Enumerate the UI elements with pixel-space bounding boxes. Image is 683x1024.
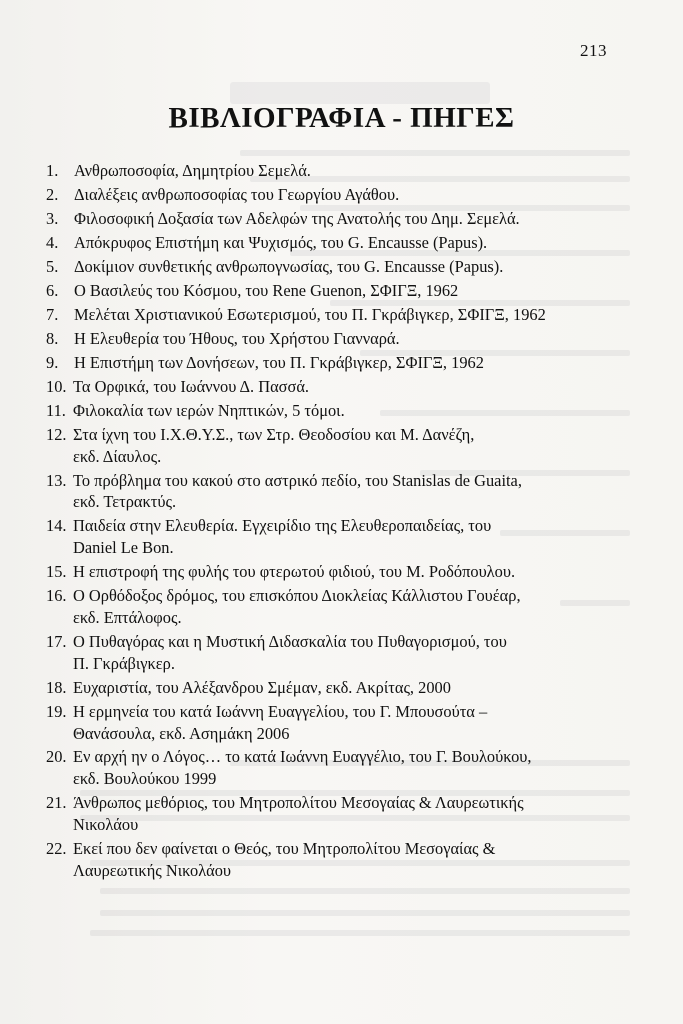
entry-text-line: Εκεί που δεν φαίνεται ο Θεός, του Μητροπολίτου Μεσογαίας & <box>73 839 496 859</box>
entry-number: 2. <box>46 184 59 204</box>
bibliography-entry <box>46 304 606 326</box>
entry-text-line: εκδ. Βουλούκου 1999 <box>73 769 217 789</box>
entry-text-line: Φιλοκαλία των ιερών Νηπτικών, 5 τόμοι. <box>73 400 345 420</box>
page-title: ΒΙΒΛΙΟΓΡΑΦΙΑ - ΠΗΓΕΣ <box>168 102 515 134</box>
entry-text-line: Ο Ορθόδοξος δρόμος, του επισκόπου Διοκλείας Κάλλιστου Γουέαρ, <box>73 586 521 606</box>
entry-number: 20. <box>46 747 67 767</box>
bibliography-entry <box>46 208 606 230</box>
bibliography-entry <box>46 184 606 206</box>
entry-text-line: Π. Γκράβιγκερ. <box>73 653 175 673</box>
entry-text-line: Άνθρωπος μεθόριος, του Μητροπολίτου Μεσογαίας & Λαυρεωτικής <box>73 793 524 813</box>
entry-text-line: Στα ίχνη του Ι.Χ.Θ.Υ.Σ., των Στρ. Θεοδοσίου και Μ. Δανέζη, <box>73 424 475 444</box>
entry-text-line: Ο Βασιλεύς του Κόσμου, του Rene Guenon, ΣΦΙΓΞ, 1962 <box>74 280 459 300</box>
entry-number: 5. <box>46 256 59 276</box>
entry-text-line: Διαλέξεις ανθρωποσοφίας του Γεωργίου Αγάθου. <box>74 184 400 204</box>
bibliography-entry <box>46 746 606 790</box>
entry-text-line: Λαυρεωτικής Νικολάου <box>73 860 232 880</box>
bibliography-entry <box>46 585 606 629</box>
bibliography-entry <box>46 256 606 278</box>
entry-text-line: Ανθρωποσοφία, Δημητρίου Σεμελά. <box>74 161 311 180</box>
entry-number: 7. <box>46 304 59 324</box>
entry-number: 9. <box>46 352 59 372</box>
entry-text-line: Μελέται Χριστιανικού Εσωτερισμού, του Π. Γκράβιγκερ, ΣΦΙΓΞ, 1962 <box>74 304 546 324</box>
entry-text-line: Εν αρχή ην ο Λόγος… το κατά Ιωάννη Ευαγγέλιο, του Γ. Βουλούκου, <box>73 747 532 767</box>
entry-text-line: Δοκίμιον συνθετικής ανθρωπογνωσίας, του G. Encausse (Papus). <box>74 256 504 276</box>
entry-text-line: Η επιστροφή της φυλής του φτερωτού φιδιού, του Μ. Ροδόπουλου. <box>73 562 516 582</box>
entry-number: 21. <box>46 793 67 813</box>
bibliography-entry <box>46 515 606 559</box>
entry-number: 14. <box>46 516 67 536</box>
entry-text-line: εκδ. Δίαυλος. <box>73 446 162 466</box>
entry-number: 3. <box>46 208 59 228</box>
entry-number: 22. <box>46 839 67 859</box>
bibliography-entry <box>46 677 606 699</box>
entry-number: 13. <box>46 470 67 490</box>
entry-text-line: Νικολάου <box>73 815 139 835</box>
bibliography-entry <box>46 400 606 422</box>
entry-number: 1. <box>46 161 59 180</box>
entry-text-line: Θανάσουλα, εκδ. Ασημάκη 2006 <box>73 723 290 743</box>
entry-number: 11. <box>46 400 66 420</box>
entry-text-line: Η ερμηνεία του κατά Ιωάννη Ευαγγελίου, του Γ. Μπουσούτα – <box>73 701 488 721</box>
entry-text-line: Τα Ορφικά, του Ιωάννου Δ. Πασσά. <box>73 376 310 396</box>
show-through-heading <box>230 82 490 104</box>
bibliography-entry <box>46 470 606 514</box>
show-through-line <box>100 910 630 916</box>
entry-text-line: Παιδεία στην Ελευθερία. Εγχειρίδιο της Ελευθεροπαιδείας, του <box>73 516 492 536</box>
entry-text-line: Ευχαριστία, του Αλέξανδρου Σμέμαν, εκδ. Ακρίτας, 2000 <box>73 677 451 697</box>
bibliography-entry <box>46 280 606 302</box>
entry-text-line: Το πρόβλημα του κακού στο αστρικό πεδίο, του Stanislas de Guaita, <box>73 470 522 490</box>
entry-text-line: Daniel Le Bon. <box>73 538 174 558</box>
entry-number: 6. <box>46 280 59 300</box>
bibliography-list <box>46 160 606 884</box>
bibliography-entry <box>46 701 606 745</box>
entry-text-line: Απόκρυφος Επιστήμη και Ψυχισμός, του G. Encausse (Papus). <box>74 232 488 252</box>
entry-text-line: εκδ. Τετρακτύς. <box>73 492 177 512</box>
bibliography-entry <box>46 160 606 182</box>
show-through-line <box>100 888 630 894</box>
bibliography-entry <box>46 328 606 350</box>
entry-text-line: Φιλοσοφική Δοξασία των Αδελφών της Ανατολής του Δημ. Σεμελά. <box>74 208 520 228</box>
entry-text-line: Η Επιστήμη των Δονήσεων, του Π. Γκράβιγκερ, ΣΦΙΓΞ, 1962 <box>74 352 484 372</box>
bibliography-entry <box>46 424 606 468</box>
entry-text-line: εκδ. Επτάλοφος. <box>73 607 182 627</box>
page-number: 213 <box>580 41 607 60</box>
entry-number: 17. <box>46 631 67 651</box>
entry-number: 4. <box>46 232 59 252</box>
entry-number: 12. <box>46 424 67 444</box>
entry-text-line: Ο Πυθαγόρας και η Μυστική Διδασκαλία του Πυθαγορισμού, του <box>73 631 507 651</box>
show-through-line <box>90 930 630 936</box>
bibliography-entry <box>46 838 606 882</box>
entry-number: 10. <box>46 376 67 396</box>
entry-text-line: Η Ελευθερία του Ήθους, του Χρήστου Γιανναρά. <box>74 328 400 348</box>
bibliography-entry <box>46 631 606 675</box>
entry-number: 15. <box>46 562 67 582</box>
entry-number: 8. <box>46 328 59 348</box>
entry-number: 18. <box>46 677 67 697</box>
bibliography-entry <box>46 232 606 254</box>
entry-number: 16. <box>46 586 67 606</box>
bibliography-entry <box>46 792 606 836</box>
entry-number: 19. <box>46 701 67 721</box>
bibliography-entry <box>46 376 606 398</box>
bibliography-entry <box>46 352 606 374</box>
bibliography-entry <box>46 561 606 583</box>
show-through-line <box>240 150 630 156</box>
